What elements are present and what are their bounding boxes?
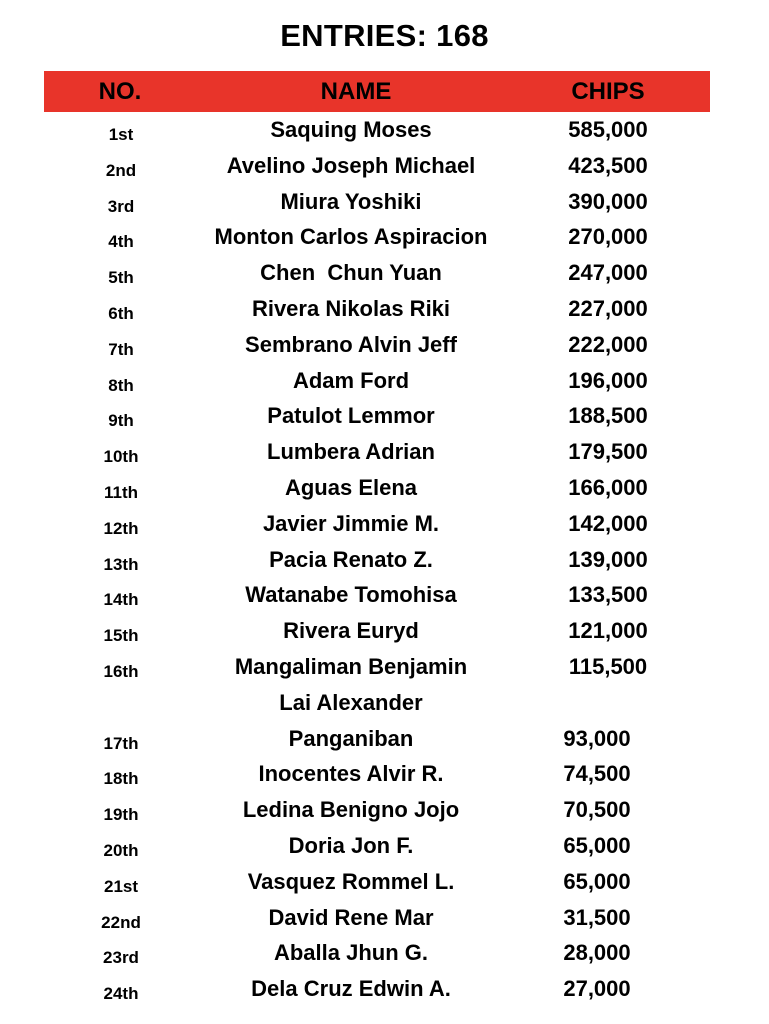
table-row [0,506,769,542]
rank-cell: 12th [103,518,139,538]
table-row [0,864,769,900]
table-row [0,900,769,936]
rank-cell: 5th [108,268,134,288]
player-name-cell: Aballa Jhun G. [273,940,429,966]
chips-cell: 188,500 [568,403,648,429]
rank-cell: 15th [103,626,139,646]
player-name-cell: Patulot Lemmor [267,403,435,429]
chips-cell: 390,000 [568,188,648,214]
chips-cell: 65,000 [563,832,631,858]
table-row [0,112,769,148]
rank-cell: 14th [103,590,139,610]
rank-cell: 10th [103,447,139,467]
rank-cell: 8th [108,375,134,395]
chips-cell: 423,500 [568,152,648,178]
rank-cell: 6th [108,303,134,323]
table-row [0,613,769,649]
chips-cell: 247,000 [568,260,648,286]
table-row [0,219,769,255]
rank-cell: 18th [103,769,139,789]
player-name-cell: Monton Carlos Aspiracion [214,224,488,250]
chips-cell: 139,000 [568,546,648,572]
table-row [0,363,769,399]
table-row [0,398,769,434]
player-name-cell: Javier Jimmie M. [262,510,440,536]
header-chips: CHIPS [571,78,645,105]
chips-cell: 28,000 [563,940,631,966]
rank-cell: 20th [103,840,139,860]
player-name-cell: Saquing Moses [270,117,432,142]
standings-table [0,112,769,1007]
player-name-cell: Aguas Elena [284,474,418,500]
chips-cell: 196,000 [568,367,648,393]
player-name-cell: Lumbera Adrian [267,439,435,465]
table-row [0,184,769,220]
chips-cell: 133,500 [568,582,648,608]
table-row [0,756,769,792]
player-name-cell: Sembrano Alvin Jeff [245,331,457,357]
table-row [0,792,769,828]
header-no: NO. [98,78,142,105]
chips-cell: 70,500 [563,797,631,823]
rank-cell: 3rd [107,196,135,216]
chips-cell: 27,000 [563,976,631,1002]
table-row [0,685,769,721]
page-title: ENTRIES: 168 [280,18,489,53]
chips-cell: 166,000 [568,474,648,500]
chips-cell: 179,500 [568,439,648,465]
table-row [0,577,769,613]
player-name-cell: Avelino Joseph Michael [226,152,476,178]
rank-cell: 2nd [105,160,137,180]
table-row [0,291,769,327]
chips-cell: 585,000 [568,117,648,142]
chips-cell: 115,500 [568,653,648,679]
rank-cell: 24th [103,984,139,1004]
player-name-cell: Dela Cruz Edwin A. [251,976,451,1002]
chips-cell: 222,000 [568,331,648,357]
player-name-cell: Adam Ford [292,367,410,393]
chips-cell: 65,000 [563,868,631,894]
rank-cell: 17th [103,733,139,753]
rank-cell: 21st [103,876,139,896]
player-name-cell: Pacia Renato Z. [269,546,433,572]
table-row [0,649,769,685]
table-row [0,470,769,506]
player-name-cell: Rivera Nikolas Riki [251,295,451,321]
table-header [44,71,710,112]
player-name-cell: Doria Jon F. [288,832,414,858]
rank-cell: 16th [103,661,139,681]
rank-cell: 4th [108,232,134,252]
player-name-cell: David Rene Mar [268,904,434,930]
table-row [0,542,769,578]
player-name-cell: Chen Chun Yuan [260,260,442,286]
chips-cell: 142,000 [568,510,648,536]
player-name-cell: Lai Alexander [279,689,423,715]
chips-cell: 121,000 [568,618,648,644]
chips-cell: 74,500 [563,761,631,787]
player-name-cell: Panganiban [288,725,414,751]
table-row [0,327,769,363]
player-name-cell: Ledina Benigno Jojo [242,797,460,823]
chips-cell: 93,000 [563,725,631,751]
table-row [0,828,769,864]
rank-cell: 7th [108,339,134,359]
chips-cell: 31,500 [563,904,631,930]
rank-cell: 23rd [103,948,139,968]
header-name: NAME [320,78,392,105]
table-row [0,434,769,470]
chips-cell: 227,000 [568,295,648,321]
player-name-cell: Inocentes Alvir R. [258,761,444,787]
rank-cell: 22nd [101,912,141,932]
table-row [0,935,769,971]
rank-cell: 13th [103,554,139,574]
player-name-cell: Watanabe Tomohisa [245,582,457,608]
player-name-cell: Vasquez Rommel L. [247,868,455,894]
player-name-cell: Rivera Euryd [283,618,419,644]
rank-cell: 1st [108,125,134,144]
rank-cell: 9th [108,411,134,431]
player-name-cell: Mangaliman Benjamin [234,653,468,679]
rank-cell: 11th [103,482,139,502]
rank-cell: 19th [103,805,139,825]
player-name-cell: Miura Yoshiki [280,188,422,214]
table-row [0,148,769,184]
table-row [0,721,769,757]
table-row [0,255,769,291]
chips-cell: 270,000 [568,224,648,250]
table-row [0,971,769,1007]
